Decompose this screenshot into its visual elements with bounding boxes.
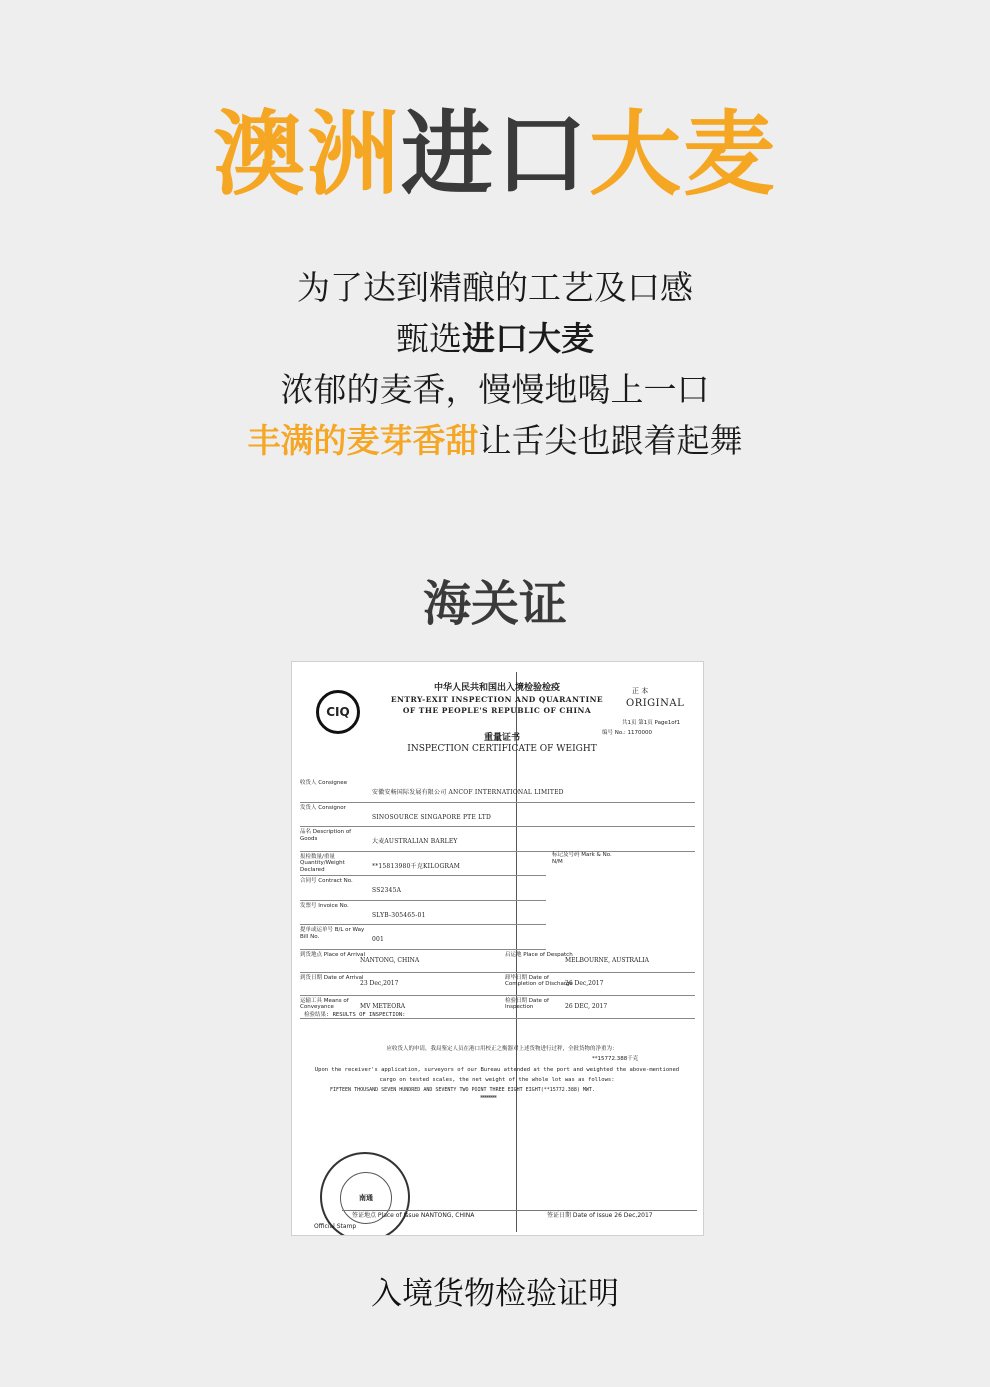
place-of-issue: 签证地点 Place of Issue NANTONG, CHINA: [352, 1212, 475, 1219]
certificate-en-title-1: ENTRY-EXIT INSPECTION AND QUARANTINE: [390, 695, 604, 704]
original-cn-label: 正 本: [632, 687, 649, 695]
field-contract: 合同号 Contract No. SS2345A: [300, 876, 546, 901]
page-headline: [0, 100, 990, 210]
intro-line-4-rest: 让舌尖也跟着起舞: [478, 421, 743, 460]
field-bill-of-lading: 提单或运单号 B/L or Way Bill No. 001: [300, 925, 546, 950]
ciq-logo: CIQ: [316, 690, 360, 734]
field-description: 品名 Description of Goods 大麦AUSTRALIAN BARLEY: [300, 827, 695, 852]
field-dates: 到货日期 Date of Arrival 23 Dec,2017 卸毕日期 Date of Completion of Discharge 26 Dec,2017: [300, 973, 695, 996]
mark-and-number: 标记及号码 Mark & No. N/M: [552, 852, 612, 865]
intro-line-2-plain: 甄选: [396, 319, 462, 358]
intro-text: [0, 262, 990, 466]
weight-cert-en-title: INSPECTION CERTIFICATE OF WEIGHT: [407, 744, 597, 754]
original-label: ORIGINAL: [626, 698, 685, 709]
result-quantity: **15772.388千克: [592, 1056, 639, 1062]
field-consignor: 发货人 Consignor SINOSOURCE SINGAPORE PTE LTD: [300, 803, 695, 828]
result-text-en: Upon the receiver's application, surveyors of our Bureau attended at the port and weighted the above-mentioned cargo on tested scales, the net weight of the whole lot was as follows:: [314, 1067, 680, 1083]
result-weight-words: FIFTEEN THOUSAND SEVEN HUNDRED AND SEVENTY TWO POINT THREE EIGHT EIGHT(**15772.388) MWT.: [330, 1087, 595, 1093]
intro-line-4: [0, 415, 990, 466]
result-asterisks: ********: [480, 1095, 496, 1102]
intro-line-2: [0, 313, 990, 364]
headline-part-2: 进口: [400, 101, 589, 208]
field-conveyance-inspection: 运输工具 Means of Conveyance MV METEORA 检验日期 Date of Inspection 26 DEC, 2017: [300, 996, 695, 1019]
certificate-number: 编号 No.: 1170000: [602, 730, 652, 736]
official-stamp-label: Official Stamp: [314, 1223, 357, 1230]
field-arrival-despatch: 到货地点 Place of Arrival NANTONG, CHINA 启运地 Place of Despatch MELBOURNE, AUSTRALIA: [300, 950, 695, 973]
page-count: 共1页 第1页 Page1of1: [622, 720, 681, 726]
field-invoice: 发票号 Invoice No. SLYB-305465-01: [300, 901, 546, 926]
intro-line-3: 浓郁的麦香，慢慢地喝上一口: [280, 370, 710, 409]
intro-line-4-highlight: 丰满的麦芽香甜: [247, 421, 479, 460]
headline-part-1: 澳洲: [212, 101, 401, 208]
customs-certificate-image: [291, 661, 704, 1236]
certificate-cn-title: 中华人民共和国出入境检验检疫: [433, 683, 560, 693]
result-text-cn: 应收货人的申请，我局鉴定人员在港口用校正之衡器对上述货物进行过秤，全批货物的净重为：: [386, 1046, 618, 1052]
certificate-en-title: [372, 694, 622, 716]
results-label: 检验结果: RESULTS OF INSPECTION:: [304, 1012, 406, 1018]
intro-line-1: 为了达到精酿的工艺及口感: [297, 268, 693, 307]
field-consignee: 收货人 Consignee 安徽安畅国际发展有限公司 ANCOF INTERNATIONAL LIMITED: [300, 778, 695, 803]
intro-line-2-bold: 进口大麦: [462, 319, 594, 358]
certificate-en-title-2: OF THE PEOPLE'S REPUBLIC OF CHINA: [402, 706, 592, 715]
weight-cert-cn-title: 重量证书: [483, 733, 520, 743]
certificate-caption: 入境货物检验证明: [371, 1276, 619, 1312]
field-quantity: 报检数量/重量 Quantity/Weight Declared **15813980千克KILOGRAM: [300, 852, 546, 877]
official-seal-icon: 南通: [320, 1152, 410, 1236]
certificate-fields: [300, 778, 695, 1019]
section-title: 海关证: [422, 576, 567, 632]
date-of-issue: 签证日期 Date of Issue 26 Dec,2017: [547, 1212, 653, 1219]
headline-part-3: 大麦: [589, 101, 778, 208]
